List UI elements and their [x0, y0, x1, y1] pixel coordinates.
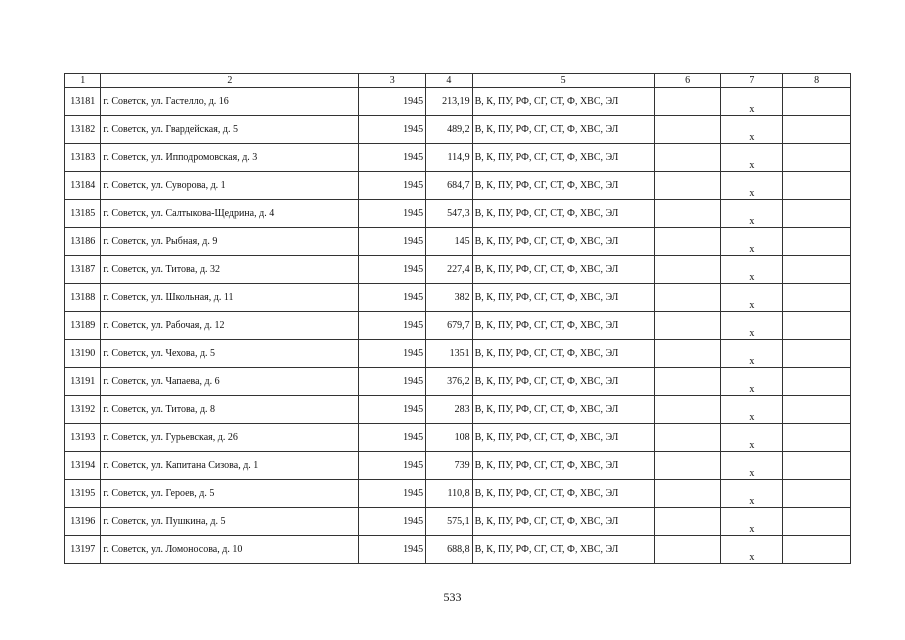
column-6-cell	[654, 508, 721, 536]
area-cell: 227,4	[426, 256, 473, 284]
area-cell: 489,2	[426, 116, 473, 144]
column-7-cell: x	[721, 508, 783, 536]
systems-cell: В, К, ПУ, РФ, СГ, СТ, Ф, ХВС, ЭЛ	[472, 508, 654, 536]
record-id-cell: 13184	[65, 172, 101, 200]
column-6-cell	[654, 88, 721, 116]
systems-cell: В, К, ПУ, РФ, СГ, СТ, Ф, ХВС, ЭЛ	[472, 228, 654, 256]
year-cell: 1945	[359, 424, 426, 452]
column-8-cell	[783, 452, 851, 480]
systems-cell: В, К, ПУ, РФ, СГ, СТ, Ф, ХВС, ЭЛ	[472, 200, 654, 228]
column-8-cell	[783, 396, 851, 424]
year-cell: 1945	[359, 88, 426, 116]
year-cell: 1945	[359, 452, 426, 480]
table-row	[65, 256, 851, 284]
column-8-cell	[783, 536, 851, 564]
table-row	[65, 228, 851, 256]
area-cell: 382	[426, 284, 473, 312]
table-row	[65, 172, 851, 200]
systems-cell: В, К, ПУ, РФ, СГ, СТ, Ф, ХВС, ЭЛ	[472, 452, 654, 480]
housing-registry-table	[64, 73, 851, 564]
table-row	[65, 144, 851, 172]
column-6-cell	[654, 228, 721, 256]
column-7-cell: x	[721, 144, 783, 172]
column-7-cell: x	[721, 396, 783, 424]
column-8-cell	[783, 144, 851, 172]
column-7-cell: x	[721, 228, 783, 256]
record-id-cell: 13190	[65, 340, 101, 368]
column-7-cell: x	[721, 368, 783, 396]
area-cell: 283	[426, 396, 473, 424]
column-8-cell	[783, 284, 851, 312]
column-7-cell: x	[721, 172, 783, 200]
area-cell: 575,1	[426, 508, 473, 536]
address-cell: г. Советск, ул. Чапаева, д. 6	[101, 368, 359, 396]
column-header: 1	[65, 74, 101, 88]
table-row	[65, 88, 851, 116]
address-cell: г. Советск, ул. Школьная, д. 11	[101, 284, 359, 312]
table-row	[65, 396, 851, 424]
systems-cell: В, К, ПУ, РФ, СГ, СТ, Ф, ХВС, ЭЛ	[472, 396, 654, 424]
address-cell: г. Советск, ул. Чехова, д. 5	[101, 340, 359, 368]
column-7-cell: x	[721, 312, 783, 340]
area-cell: 684,7	[426, 172, 473, 200]
column-header: 7	[721, 74, 783, 88]
record-id-cell: 13186	[65, 228, 101, 256]
column-6-cell	[654, 536, 721, 564]
systems-cell: В, К, ПУ, РФ, СГ, СТ, Ф, ХВС, ЭЛ	[472, 284, 654, 312]
area-cell: 1351	[426, 340, 473, 368]
year-cell: 1945	[359, 480, 426, 508]
column-7-cell: x	[721, 284, 783, 312]
systems-cell: В, К, ПУ, РФ, СГ, СТ, Ф, ХВС, ЭЛ	[472, 480, 654, 508]
area-cell: 376,2	[426, 368, 473, 396]
record-id-cell: 13182	[65, 116, 101, 144]
year-cell: 1945	[359, 396, 426, 424]
column-6-cell	[654, 144, 721, 172]
area-cell: 108	[426, 424, 473, 452]
table-row	[65, 340, 851, 368]
area-cell: 110,8	[426, 480, 473, 508]
record-id-cell: 13194	[65, 452, 101, 480]
year-cell: 1945	[359, 312, 426, 340]
column-8-cell	[783, 116, 851, 144]
record-id-cell: 13189	[65, 312, 101, 340]
systems-cell: В, К, ПУ, РФ, СГ, СТ, Ф, ХВС, ЭЛ	[472, 116, 654, 144]
column-6-cell	[654, 312, 721, 340]
column-8-cell	[783, 480, 851, 508]
year-cell: 1945	[359, 200, 426, 228]
year-cell: 1945	[359, 256, 426, 284]
column-header: 2	[101, 74, 359, 88]
area-cell: 213,19	[426, 88, 473, 116]
systems-cell: В, К, ПУ, РФ, СГ, СТ, Ф, ХВС, ЭЛ	[472, 340, 654, 368]
column-8-cell	[783, 312, 851, 340]
column-6-cell	[654, 200, 721, 228]
column-7-cell: x	[721, 88, 783, 116]
column-6-cell	[654, 452, 721, 480]
record-id-cell: 13193	[65, 424, 101, 452]
year-cell: 1945	[359, 116, 426, 144]
address-cell: г. Советск, ул. Салтыкова-Щедрина, д. 4	[101, 200, 359, 228]
column-7-cell: x	[721, 536, 783, 564]
table-row	[65, 536, 851, 564]
column-7-cell: x	[721, 200, 783, 228]
table-row	[65, 452, 851, 480]
area-cell: 114,9	[426, 144, 473, 172]
systems-cell: В, К, ПУ, РФ, СГ, СТ, Ф, ХВС, ЭЛ	[472, 368, 654, 396]
year-cell: 1945	[359, 536, 426, 564]
record-id-cell: 13197	[65, 536, 101, 564]
column-6-cell	[654, 256, 721, 284]
column-8-cell	[783, 172, 851, 200]
table-row	[65, 480, 851, 508]
table-row	[65, 424, 851, 452]
systems-cell: В, К, ПУ, РФ, СГ, СТ, Ф, ХВС, ЭЛ	[472, 536, 654, 564]
address-cell: г. Советск, ул. Пушкина, д. 5	[101, 508, 359, 536]
column-header: 4	[426, 74, 473, 88]
address-cell: г. Советск, ул. Гурьевская, д. 26	[101, 424, 359, 452]
record-id-cell: 13181	[65, 88, 101, 116]
area-cell: 679,7	[426, 312, 473, 340]
column-8-cell	[783, 508, 851, 536]
record-id-cell: 13183	[65, 144, 101, 172]
systems-cell: В, К, ПУ, РФ, СГ, СТ, Ф, ХВС, ЭЛ	[472, 424, 654, 452]
column-6-cell	[654, 284, 721, 312]
column-8-cell	[783, 88, 851, 116]
column-number-header-row	[65, 74, 851, 88]
column-6-cell	[654, 396, 721, 424]
column-7-cell: x	[721, 116, 783, 144]
systems-cell: В, К, ПУ, РФ, СГ, СТ, Ф, ХВС, ЭЛ	[472, 256, 654, 284]
record-id-cell: 13187	[65, 256, 101, 284]
column-7-cell: x	[721, 256, 783, 284]
year-cell: 1945	[359, 508, 426, 536]
address-cell: г. Советск, ул. Титова, д. 8	[101, 396, 359, 424]
address-cell: г. Советск, ул. Гвардейская, д. 5	[101, 116, 359, 144]
year-cell: 1945	[359, 144, 426, 172]
record-id-cell: 13185	[65, 200, 101, 228]
address-cell: г. Советск, ул. Ломоносова, д. 10	[101, 536, 359, 564]
area-cell: 547,3	[426, 200, 473, 228]
record-id-cell: 13196	[65, 508, 101, 536]
column-6-cell	[654, 368, 721, 396]
address-cell: г. Советск, ул. Рыбная, д. 9	[101, 228, 359, 256]
address-cell: г. Советск, ул. Капитана Сизова, д. 1	[101, 452, 359, 480]
year-cell: 1945	[359, 340, 426, 368]
column-8-cell	[783, 200, 851, 228]
column-8-cell	[783, 256, 851, 284]
record-id-cell: 13192	[65, 396, 101, 424]
table-body	[65, 74, 851, 564]
column-header: 5	[472, 74, 654, 88]
column-7-cell: x	[721, 340, 783, 368]
column-7-cell: x	[721, 480, 783, 508]
systems-cell: В, К, ПУ, РФ, СГ, СТ, Ф, ХВС, ЭЛ	[472, 144, 654, 172]
column-6-cell	[654, 480, 721, 508]
year-cell: 1945	[359, 172, 426, 200]
address-cell: г. Советск, ул. Ипподромовская, д. 3	[101, 144, 359, 172]
column-7-cell: x	[721, 424, 783, 452]
year-cell: 1945	[359, 284, 426, 312]
column-6-cell	[654, 340, 721, 368]
column-header: 3	[359, 74, 426, 88]
page-number: 533	[443, 590, 462, 604]
column-6-cell	[654, 116, 721, 144]
area-cell: 739	[426, 452, 473, 480]
table-row	[65, 284, 851, 312]
record-id-cell: 13191	[65, 368, 101, 396]
column-header: 6	[654, 74, 721, 88]
address-cell: г. Советск, ул. Суворова, д. 1	[101, 172, 359, 200]
systems-cell: В, К, ПУ, РФ, СГ, СТ, Ф, ХВС, ЭЛ	[472, 312, 654, 340]
address-cell: г. Советск, ул. Рабочая, д. 12	[101, 312, 359, 340]
document-sheet	[64, 73, 851, 564]
column-6-cell	[654, 424, 721, 452]
column-8-cell	[783, 424, 851, 452]
column-8-cell	[783, 368, 851, 396]
area-cell: 688,8	[426, 536, 473, 564]
table-row	[65, 508, 851, 536]
column-6-cell	[654, 172, 721, 200]
table-row	[65, 312, 851, 340]
column-header: 8	[783, 74, 851, 88]
address-cell: г. Советск, ул. Титова, д. 32	[101, 256, 359, 284]
table-row	[65, 200, 851, 228]
year-cell: 1945	[359, 368, 426, 396]
year-cell: 1945	[359, 228, 426, 256]
record-id-cell: 13195	[65, 480, 101, 508]
table-row	[65, 116, 851, 144]
column-8-cell	[783, 340, 851, 368]
systems-cell: В, К, ПУ, РФ, СГ, СТ, Ф, ХВС, ЭЛ	[472, 88, 654, 116]
column-7-cell: x	[721, 452, 783, 480]
systems-cell: В, К, ПУ, РФ, СГ, СТ, Ф, ХВС, ЭЛ	[472, 172, 654, 200]
address-cell: г. Советск, ул. Героев, д. 5	[101, 480, 359, 508]
record-id-cell: 13188	[65, 284, 101, 312]
address-cell: г. Советск, ул. Гастелло, д. 16	[101, 88, 359, 116]
table-row	[65, 368, 851, 396]
column-8-cell	[783, 228, 851, 256]
area-cell: 145	[426, 228, 473, 256]
